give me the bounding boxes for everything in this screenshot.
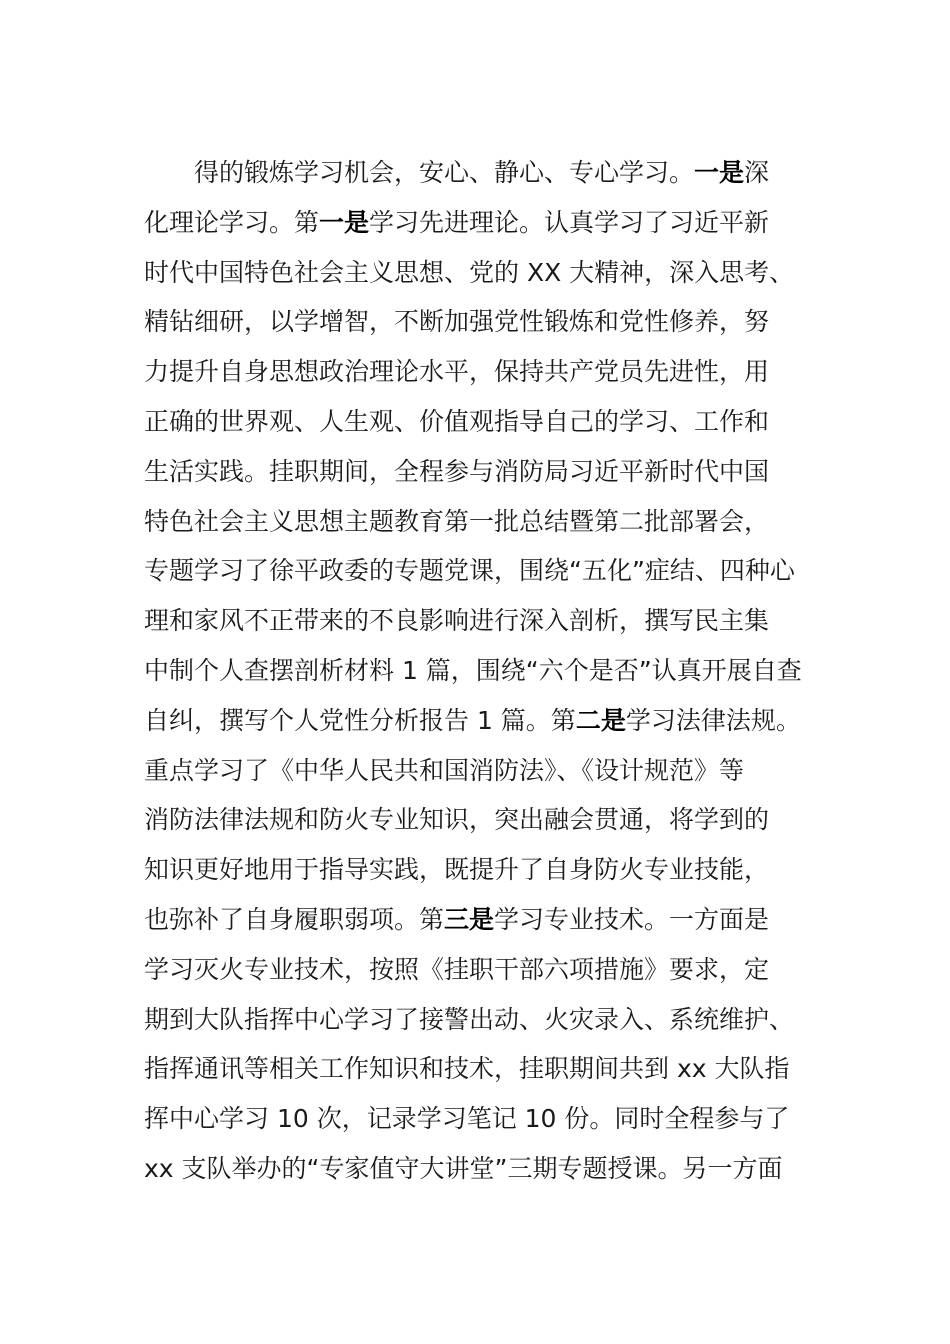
text-line <box>144 1044 814 1094</box>
text-segment: 正确的世界观、人生观、价值观指导自己的学习、工作和 <box>144 406 770 436</box>
text-line <box>144 995 814 1045</box>
bold-keyword: 二是 <box>575 705 626 735</box>
text-segment: xx 支队举办的“专家值守大讲堂”三期专题授课。另一方面 <box>144 1153 783 1183</box>
text-line <box>144 198 814 248</box>
text-segment: 也弥补了自身履职弱项。第 <box>144 904 445 934</box>
text-segment: 化理论学习。第 <box>144 207 320 237</box>
text-segment: 挥中心学习 10 次，记录学习笔记 10 份。同时全程参与了 <box>144 1104 790 1134</box>
text-line <box>144 945 814 995</box>
text-line <box>144 1144 814 1194</box>
body-paragraph <box>144 148 814 1194</box>
text-segment: 力提升自身思想政治理论水平，保持共产党员先进性，用 <box>144 357 770 387</box>
text-segment: 学习法律法规。 <box>625 705 801 735</box>
text-segment: 得的锻炼学习机会，安心、静心、专心学习。 <box>194 158 695 187</box>
text-segment: 学习先进理论。认真学习了习近平新 <box>369 207 770 237</box>
text-segment: 学习专业技术。一方面是 <box>494 904 770 934</box>
bold-keyword: 一是 <box>694 158 745 187</box>
text-segment: 知识更好地用于指导实践，既提升了自身防火专业技能， <box>144 855 770 885</box>
text-line <box>144 596 814 646</box>
text-line <box>144 447 814 497</box>
text-line <box>144 746 814 796</box>
text-line <box>144 845 814 895</box>
bold-keyword: 一是 <box>319 207 370 237</box>
text-line <box>144 895 814 945</box>
text-segment: 生活实践。挂职期间，全程参与消防局习近平新时代中国 <box>144 456 770 486</box>
text-line <box>144 546 814 596</box>
text-line <box>144 795 814 845</box>
text-segment: 特色社会主义思想主题教育第一批总结暨第二批部署会， <box>144 506 770 536</box>
text-line <box>144 347 814 397</box>
bold-keyword: 三是 <box>444 904 495 934</box>
text-segment: 时代中国特色社会主义思想、党的 XX 大精神，深入思考、 <box>144 257 795 287</box>
text-line <box>144 1094 814 1144</box>
text-segment: 理和家风不正带来的不良影响进行深入剖析，撰写民主集 <box>144 606 770 636</box>
text-segment: 重点学习了《中华人民共和国消防法》、《设计规范》等 <box>144 755 745 785</box>
text-segment: 指挥通讯等相关工作知识和技术，挂职期间共到 xx 大队指 <box>144 1054 790 1084</box>
text-segment: 期到大队指挥中心学习了接警出动、火灾录入、系统维护、 <box>144 1004 795 1034</box>
text-line <box>144 297 814 347</box>
text-line <box>144 397 814 447</box>
text-segment: 精钻细研，以学增智，不断加强党性锻炼和党性修养，努 <box>144 307 770 337</box>
text-segment: 专题学习了徐平政委的专题党课，围绕“五化”症结、四种心 <box>144 556 795 586</box>
text-line <box>144 696 814 746</box>
text-segment: 自纠，撰写个人党性分析报告 1 篇。第 <box>144 705 576 735</box>
text-segment: 深 <box>744 158 770 187</box>
text-segment: 消防法律法规和防火专业知识，突出融会贯通，将学到的 <box>144 805 770 835</box>
text-segment: 中制个人查摆剖析材料 1 篇，围绕“六个是否”认真开展自查 <box>144 655 802 685</box>
text-line <box>144 497 814 547</box>
text-line <box>144 646 814 696</box>
text-line <box>144 148 814 198</box>
text-segment: 学习灭火专业技术，按照《挂职干部六项措施》要求，定 <box>144 954 770 984</box>
text-line <box>144 248 814 298</box>
